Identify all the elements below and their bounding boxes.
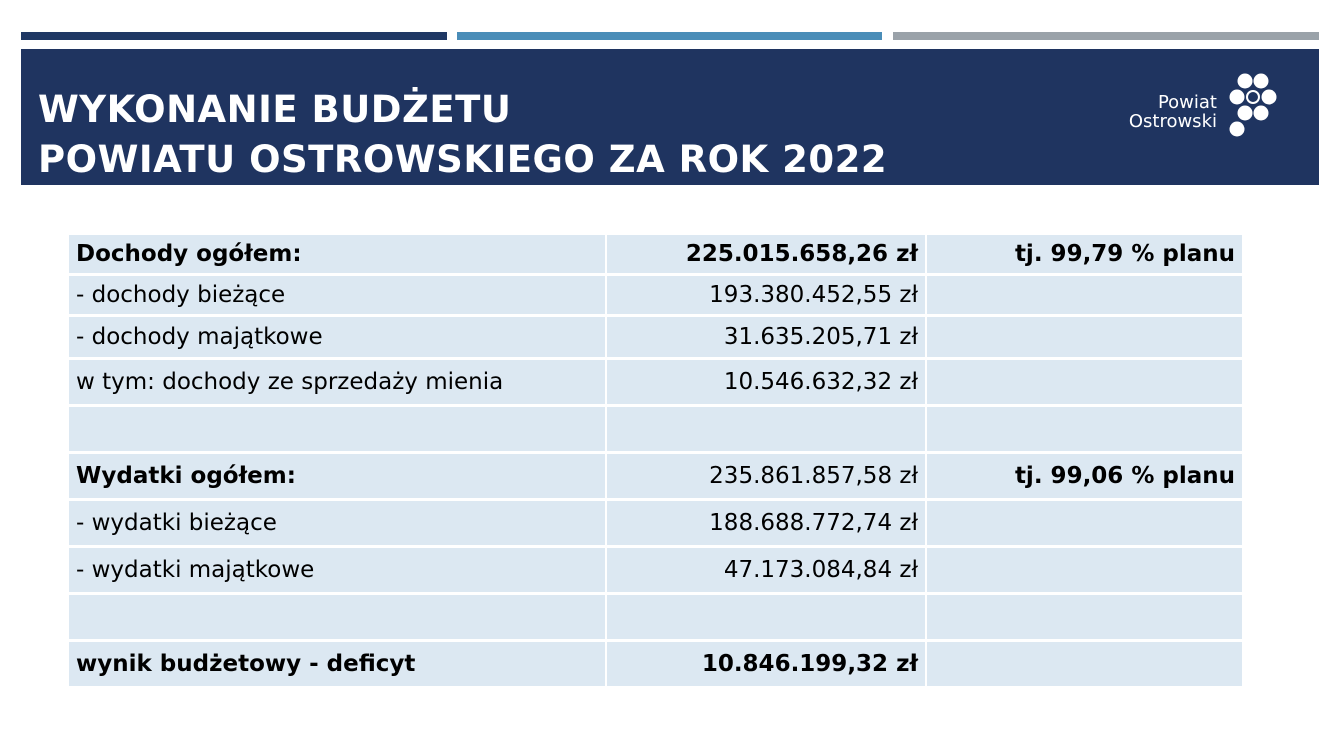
row-note bbox=[927, 317, 1242, 357]
title-line-1: WYKONANIE BUDŻETU bbox=[38, 88, 512, 131]
row-note bbox=[927, 642, 1242, 686]
row-amount: 235.861.857,58 zł bbox=[607, 454, 925, 498]
row-amount: 31.635.205,71 zł bbox=[607, 317, 925, 357]
row-amount: 193.380.452,55 zł bbox=[607, 276, 925, 314]
table-row-budget-result bbox=[69, 642, 1242, 686]
table-row bbox=[69, 276, 1242, 314]
flower-icon bbox=[1225, 71, 1281, 137]
table-row bbox=[69, 548, 1242, 592]
row-label bbox=[69, 595, 605, 639]
logo-line-1: Powiat bbox=[1157, 92, 1217, 113]
row-amount: 10.546.632,32 zł bbox=[607, 360, 925, 404]
row-label: w tym: dochody ze sprzedaży mienia bbox=[69, 360, 605, 404]
row-label: Dochody ogółem: bbox=[69, 235, 605, 273]
table-row-total-income bbox=[69, 235, 1242, 273]
row-label: - dochody majątkowe bbox=[69, 317, 605, 357]
page-title bbox=[38, 85, 887, 185]
row-amount: 47.173.084,84 zł bbox=[607, 548, 925, 592]
row-note bbox=[927, 407, 1242, 451]
row-note bbox=[927, 548, 1242, 592]
logo-line-2: Ostrowski bbox=[1128, 111, 1217, 132]
row-label: Wydatki ogółem: bbox=[69, 454, 605, 498]
table-row-total-expenses bbox=[69, 454, 1242, 498]
row-amount: 10.846.199,32 zł bbox=[607, 642, 925, 686]
row-amount bbox=[607, 595, 925, 639]
row-label: - wydatki bieżące bbox=[69, 501, 605, 545]
table-row bbox=[69, 501, 1242, 545]
row-note: tj. 99,79 % planu bbox=[927, 235, 1242, 273]
row-note bbox=[927, 595, 1242, 639]
title-banner bbox=[21, 49, 1319, 185]
title-line-2: POWIATU OSTROWSKIEGO ZA ROK 2022 bbox=[38, 138, 888, 181]
logo-text bbox=[1129, 93, 1217, 131]
row-note bbox=[927, 501, 1242, 545]
powiat-logo bbox=[1111, 71, 1281, 141]
table-row bbox=[69, 317, 1242, 357]
accent-bar-dark bbox=[21, 32, 447, 40]
accent-bar-gray bbox=[893, 32, 1319, 40]
row-amount: 225.015.658,26 zł bbox=[607, 235, 925, 273]
row-note: tj. 99,06 % planu bbox=[927, 454, 1242, 498]
row-label: - wydatki majątkowe bbox=[69, 548, 605, 592]
row-note bbox=[927, 360, 1242, 404]
table-row bbox=[69, 360, 1242, 404]
row-label bbox=[69, 407, 605, 451]
row-amount bbox=[607, 407, 925, 451]
row-amount: 188.688.772,74 zł bbox=[607, 501, 925, 545]
row-label: - dochody bieżące bbox=[69, 276, 605, 314]
accent-bar-blue bbox=[457, 32, 882, 40]
budget-table bbox=[67, 232, 1244, 689]
table-row-spacer bbox=[69, 407, 1242, 451]
table-row-spacer bbox=[69, 595, 1242, 639]
row-note bbox=[927, 276, 1242, 314]
row-label: wynik budżetowy - deficyt bbox=[69, 642, 605, 686]
